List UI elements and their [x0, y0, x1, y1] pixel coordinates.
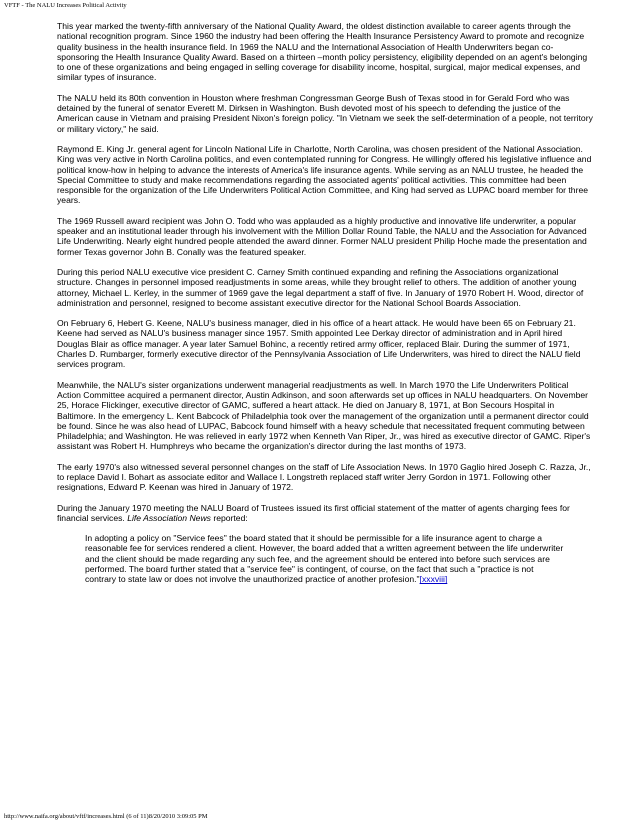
intro-tail: reported: [210, 512, 248, 523]
publication-title: Life Association News [127, 512, 211, 523]
intro-text: During the January 1970 meeting the NALU Board of Trustees issued its first official statement of the matter of agents charging fees for financial services. [57, 502, 570, 523]
page-footer-url: http://www.naifa.org/about/vftf/increases.html (6 of 11)8/20/2010 3:09:05 PM [4, 813, 208, 820]
quote-text: In adopting a policy on "Service fees" the board stated that it should be permissible for a life insurance agent to charge a reasonable fee for services rendered a client. However, the board added that a written agreement between the life underwriter and the client should be made regarding any such fee, and the agreement should be entered into before such services are performed. The board further stated that a "service fee" is contingent, of course, on the fact that such a "practice is not contrary to state law or does not involve the unauthorized practice of another profesion." [85, 533, 564, 585]
paragraph-russell-award: The 1969 Russell award recipient was John O. Todd who was applauded as a highly productive and innovative life underwriter, a popular speaker and an institutional leader through his involvement with the Million Dollar Round Table, the NALU and the Association for Advanced Life Underwriting. Nearly eight hundred people attended the award dinner. Former NALU president Philip Hoche made the presentation and former Texas governor John B. Conally was the featured speaker. [57, 215, 587, 257]
paragraph-keene: On February 6, Hebert G. Keene, NALU's business manager, died in his office of a heart attack. He would have been 65 on February 21. Keene had served as NALU's business manager since 1957. Smith appointed Lee Derkay director of administration and in April hired Douglas Blair as office manager. A year later Samuel Bohinc, a recently retired army officer, replaced Blair. During the summer of 1971, Charles D. Rumbarger, formerly executive director of the Pennsylvania Association of Life Underwriters, was hired to direct the NALU field services program. [57, 318, 581, 370]
paragraph-service-fees-intro [57, 503, 593, 524]
page-header: VFTF - The NALU Increases Political Activity [4, 2, 127, 9]
paragraph-carney-smith: During this period NALU executive vice president C. Carney Smith continued expanding and refining the Associations organizational structure. Changes in personnel imposed readjustments in some areas, while they brought relief to others. The addition of another young attorney, Michael L. Kerley, in the summer of 1969 gave the legal department a staff of five. In January of 1970 Robert H. Wood, director of administration and personnel, resigned to become assistant executive director for the National School Boards Association. [57, 266, 584, 308]
paragraph-houston-convention: The NALU held its 80th convention in Houston where freshman Congressman George Bush of Texas stood in for Gerald Ford who was detained by the funeral of senator Everett M. Dirksen in Washington. Bush devoted most of his speech to defending the justice of the American cause in Vietnam and praising President Nixon's foreign policy. "In Vietnam we seek the self-determination of a people, not territory or military victory," he said. [57, 92, 593, 134]
paragraph-life-association-news-staff: The early 1970's also witnessed several personnel changes on the staff of Life Association News. In 1970 Gaglio hired Joseph C. Razza, Jr., to replace David I. Bohart as associate editor and Wallace I. Longstreth replaced staff writer Jerry Gordon in 1971. Following other resignations, Edward P. Keenan was hired in January of 1972. [57, 461, 591, 493]
paragraph-quality-award: This year marked the twenty-fifth anniversary of the National Quality Award, the oldest distinction available to career agents through the national recognition program. Since 1960 the industry had been offering the Health Insurance Persistency Award to promote and recognize quality business in the health insurance field. In 1969 the NALU and the International Association of Health Underwriters began co-sponsoring the Health Insurance Quality Award. Based on a thirteen –month policy persistency, eligibility depended on an agent's belonging to one of these organizations and being engaged in selling coverage for disability income, hospital, surgical, major medical expenses, and similar types of insurance. [57, 21, 588, 83]
block-quote [85, 533, 565, 584]
paragraph-raymond-king: Raymond E. King Jr. general agent for Lincoln National Life in Charlotte, North Carolina, was chosen president of the National Association. King was very active in North Carolina politics, and even contemplated running for Congress. He willingly offered his legislative influence and political know-how in helping to advance the interests of America's life insurance agents. While serving as an NALU trustee, he headed the Special Committee to study and make recommendations regarding the associated agents' political activities. This committee had been responsible for the organization of the Life Underwriters Political Action Committee, and King had served as LUPAC board member for three years. [57, 143, 592, 206]
article-body [57, 21, 593, 585]
citation-link[interactable]: [xxxviii] [419, 574, 448, 585]
paragraph-sister-organizations: Meanwhile, the NALU's sister organizations underwent managerial readjustments as well. In March 1970 the Life Underwriters Political Action Committee acquired a permanent director, Austin Adkinson, and soon afterwards set up offices in NALU headquarters. On November 25, Horace Flickinger, executive director of GAMC, suffered a heart attack. He died on January 8, 1971, at Bon Secours Hospital in Baltimore. In the emergency L. Kent Babcock of Philadelphia took over the management of the organization until a permanent director could be found. Since he was also head of LUPAC, Babcock found himself with a heavy schedule that necessitated frequent commuting between Philadelphia; and Washington. He was relieved in early 1972 when Kenneth Van Riper, Jr., was hired as executive director of GAMC. Riper's assistant was Robert H. Humphreys who became the organization's director during the last months of 1973. [57, 379, 591, 452]
